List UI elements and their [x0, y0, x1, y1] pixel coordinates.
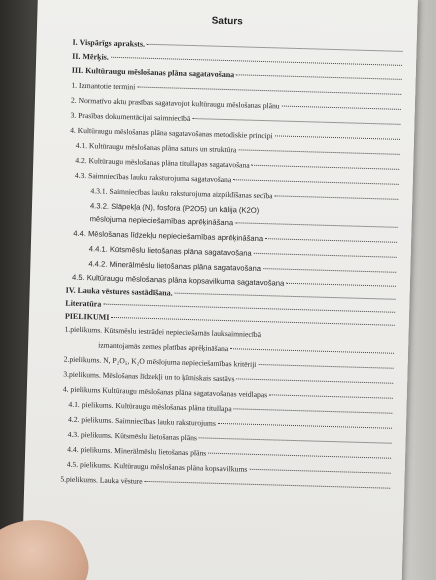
toc-entry-text: 4.3.2. Slāpekļa (N), fosfora (P2O5) un kālija (K2O)	[89, 201, 260, 215]
toc-entry-text: 4.4.1. Kūtsmēslu lietošanas plāna sagatavošana	[88, 244, 252, 258]
toc-entry-text: 4.4. pielikums. Minerālmēslu lietošanas plāns	[67, 444, 207, 458]
toc-entry-text: 5.pielikums. Lauka vēsture	[60, 474, 143, 486]
toc-entry-text: 4.1. pielikums. Kultūraugu mēslošanas plāna titullapa	[68, 399, 232, 414]
dot-leader	[199, 437, 392, 443]
dot-leader	[236, 74, 401, 80]
toc-entry-text: 4.4. Mēslošanas līdzekļu nepieciešamības aprēķināšana	[73, 228, 264, 244]
dot-leader	[254, 253, 397, 258]
toc-entry-text: 4.1. Kultūraugu mēslošanas plāna saturs un struktūra	[75, 140, 237, 155]
dot-leader	[249, 469, 390, 474]
dot-leader	[258, 364, 393, 369]
toc-entry-text: 3.pielikums. Mēslošanas līdzekļi un to ķīmiskais sastāvs	[63, 369, 235, 384]
toc-entry-text: 1.pielikums. Kūtsmēslu iestrādei nepieciešamās lauksaimniecībā	[64, 324, 262, 340]
toc-entry	[60, 475, 390, 493]
toc-entry-text: 4.5. Kultūraugu mēslošanas plāna kopsavilkuma sagatavošana	[71, 272, 285, 288]
toc-entry-text: 1. Izmantotie termini	[71, 80, 136, 92]
dot-leader	[175, 293, 396, 300]
dot-leader	[238, 149, 399, 155]
toc-entry-text: II. Mērķis.	[72, 51, 109, 62]
dot-leader	[192, 118, 400, 125]
toc-entry-text: 4.2. Kultūraugu mēslošanas plāna titullapas sagatavošana	[75, 155, 250, 170]
toc-entry-text: mēslojuma nepieciešamības aprēķināšana	[89, 214, 234, 228]
toc-entry-text: 4.2. pielikums. Saimniecības lauku raksturojums	[67, 414, 216, 428]
dot-leader	[265, 238, 397, 243]
toc-entry-text: 4.4.2. Minerālmēslu lietošanas plāna sagatavošana	[88, 259, 262, 274]
toc-entry-text: I. Vispārīgs apraksts.	[72, 37, 146, 49]
dot-leader	[145, 481, 391, 489]
dot-leader	[235, 222, 397, 228]
toc-entry-text: 4.3. Saimniecības lauku raksturojuma sagatavošana	[74, 170, 232, 185]
dot-leader	[237, 378, 394, 383]
dot-leader	[111, 57, 402, 66]
toc-entry-text: PIELIKUMI	[64, 311, 110, 322]
dot-leader	[286, 283, 396, 287]
dot-leader	[103, 304, 395, 313]
toc-entry-text: izmantojamās zemes platības aprēķināšana	[98, 340, 229, 354]
dot-leader	[111, 317, 394, 326]
dot-leader	[233, 179, 398, 185]
dot-leader	[269, 394, 393, 398]
page-title: Saturs	[211, 15, 243, 28]
dot-leader	[275, 135, 400, 139]
dot-leader	[230, 348, 394, 354]
toc-entry-text: 4. pielikums Kultūraugu mēslošanas plāna sagatavošanas veidlapas	[62, 384, 268, 400]
dot-leader	[208, 453, 391, 459]
dot-leader	[218, 423, 392, 429]
dot-leader	[234, 408, 393, 413]
dot-leader	[263, 268, 396, 273]
toc-entry-text: 2.pielikums. N, P₂O₅, K₂O mēslojuma nepieciešamības kritēriji	[63, 354, 257, 369]
dot-leader	[147, 44, 402, 52]
toc-entry-text: 4. Kultūraugu mēslošanas plāna sagatavošanas metodiskie principi	[70, 125, 273, 141]
toc-entry-text: 3. Prasības dokumentācijai saimniecībā	[70, 110, 191, 123]
dot-leader	[275, 195, 399, 199]
toc-entry-text: 4.3. pielikums. Kūtsmēslu lietošanas plāns	[67, 429, 198, 443]
dot-leader	[252, 165, 400, 170]
toc-entry-text: 4.5. pielikums. Kultūraugu mēslošanas plāna kopsavilkums	[66, 459, 248, 474]
toc-entry-text: 2. Normatīvo aktu prasības sagatavojot kultūraugu mēslošanas plānu	[70, 95, 280, 111]
toc-entry-text: 4.3.1. Saimniecības lauku raksturojuma aizpildīšanas secība	[90, 186, 273, 201]
dot-leader	[137, 87, 401, 95]
book-page	[21, 0, 418, 580]
dot-leader	[282, 106, 401, 110]
toc-entry-text: III. Kultūraugu mēslošanas plāna sagatavošana	[71, 65, 235, 80]
table-of-contents	[60, 34, 402, 493]
toc-entry-text: IV. Lauka vēstures sastādīšana.	[65, 285, 173, 298]
toc-entry-text: Literatūra	[65, 298, 102, 309]
